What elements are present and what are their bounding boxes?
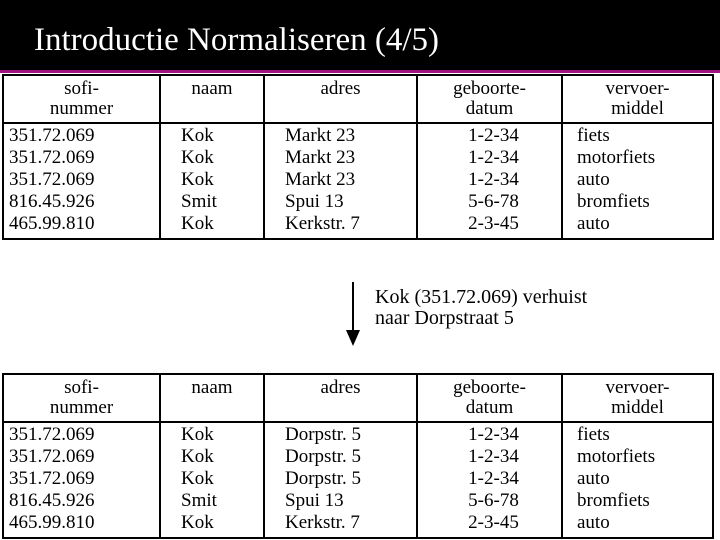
cell-adres: Kerkstr. 7 bbox=[285, 512, 360, 533]
cell-naam: Kok bbox=[181, 169, 214, 190]
cell-naam: Smit bbox=[181, 490, 217, 511]
cell-geboortedatum: 5-6-78 bbox=[468, 490, 519, 511]
header-geboortedatum: geboorte- datum bbox=[417, 75, 562, 123]
cell-vervoermiddel: motorfiets bbox=[577, 446, 656, 467]
cell-geboortedatum: 2-3-45 bbox=[468, 512, 519, 533]
cell-adres: Spui 13 bbox=[285, 490, 344, 511]
cell-sofinummer: 351.72.069 bbox=[9, 468, 95, 489]
header-sofinummer: sofi- nummer bbox=[3, 75, 160, 123]
move-note bbox=[375, 287, 587, 329]
header-sofinummer: sofi- nummer bbox=[3, 374, 160, 422]
table-body-row bbox=[3, 422, 713, 538]
table-header-row bbox=[3, 75, 713, 123]
cell-adres: Dorpstr. 5 bbox=[285, 424, 361, 445]
cell-naam: Kok bbox=[181, 446, 214, 467]
cell-vervoermiddel: auto bbox=[577, 169, 610, 190]
cell-vervoermiddel: bromfiets bbox=[577, 490, 650, 511]
cell-sofinummer: 351.72.069 bbox=[9, 169, 95, 190]
cell-naam: Smit bbox=[181, 191, 217, 212]
table-header-row bbox=[3, 374, 713, 422]
cell-geboortedatum: 1-2-34 bbox=[468, 446, 519, 467]
header-geboortedatum: geboorte- datum bbox=[417, 374, 562, 422]
header-naam: naam bbox=[160, 75, 264, 123]
cell-sofinummer: 351.72.069 bbox=[9, 147, 95, 168]
move-note-line2: naar Dorpstraat 5 bbox=[375, 307, 514, 329]
column-adres bbox=[264, 123, 417, 239]
cell-naam: Kok bbox=[181, 512, 214, 533]
cell-geboortedatum: 2-3-45 bbox=[468, 213, 519, 234]
cell-adres: Markt 23 bbox=[285, 125, 356, 146]
column-vervoermiddel bbox=[562, 422, 713, 538]
header-vervoermiddel: vervoer- middel bbox=[562, 374, 713, 422]
column-vervoermiddel bbox=[562, 123, 713, 239]
title-bar bbox=[0, 0, 720, 70]
cell-adres: Markt 23 bbox=[285, 147, 356, 168]
cell-naam: Kok bbox=[181, 213, 214, 234]
down-arrow-icon bbox=[341, 280, 365, 348]
cell-geboortedatum: 1-2-34 bbox=[468, 424, 519, 445]
table-after-move bbox=[2, 373, 714, 539]
cell-vervoermiddel: auto bbox=[577, 512, 610, 533]
header-adres: adres bbox=[264, 374, 417, 422]
table-body-row bbox=[3, 123, 713, 239]
cell-adres: Kerkstr. 7 bbox=[285, 213, 360, 234]
cell-sofinummer: 351.72.069 bbox=[9, 424, 95, 445]
cell-vervoermiddel: bromfiets bbox=[577, 191, 650, 212]
cell-naam: Kok bbox=[181, 424, 214, 445]
column-sofinummer bbox=[3, 123, 160, 239]
cell-vervoermiddel: fiets bbox=[577, 125, 610, 146]
column-geboortedatum bbox=[417, 422, 562, 538]
column-adres bbox=[264, 422, 417, 538]
table-before-move bbox=[2, 74, 714, 240]
cell-sofinummer: 816.45.926 bbox=[9, 191, 95, 212]
cell-geboortedatum: 1-2-34 bbox=[468, 147, 519, 168]
column-sofinummer bbox=[3, 422, 160, 538]
column-naam bbox=[160, 123, 264, 239]
cell-geboortedatum: 1-2-34 bbox=[468, 125, 519, 146]
cell-adres: Dorpstr. 5 bbox=[285, 446, 361, 467]
header-vervoermiddel: vervoer- middel bbox=[562, 75, 713, 123]
column-geboortedatum bbox=[417, 123, 562, 239]
header-naam: naam bbox=[160, 374, 264, 422]
title-divider bbox=[0, 70, 720, 73]
column-naam bbox=[160, 422, 264, 538]
move-note-line1: Kok (351.72.069) verhuist bbox=[375, 286, 588, 308]
cell-vervoermiddel: auto bbox=[577, 213, 610, 234]
cell-geboortedatum: 1-2-34 bbox=[468, 169, 519, 190]
cell-geboortedatum: 1-2-34 bbox=[468, 468, 519, 489]
cell-naam: Kok bbox=[181, 468, 214, 489]
slide-title: Introductie Normaliseren (4/5) bbox=[34, 22, 440, 58]
cell-vervoermiddel: motorfiets bbox=[577, 147, 656, 168]
cell-adres: Spui 13 bbox=[285, 191, 344, 212]
cell-sofinummer: 465.99.810 bbox=[9, 213, 95, 234]
cell-sofinummer: 816.45.926 bbox=[9, 490, 95, 511]
header-adres: adres bbox=[264, 75, 417, 123]
cell-geboortedatum: 5-6-78 bbox=[468, 191, 519, 212]
cell-sofinummer: 465.99.810 bbox=[9, 512, 95, 533]
cell-adres: Markt 23 bbox=[285, 169, 356, 190]
cell-sofinummer: 351.72.069 bbox=[9, 125, 95, 146]
cell-naam: Kok bbox=[181, 125, 214, 146]
cell-sofinummer: 351.72.069 bbox=[9, 446, 95, 467]
cell-adres: Dorpstr. 5 bbox=[285, 468, 361, 489]
cell-naam: Kok bbox=[181, 147, 214, 168]
cell-vervoermiddel: fiets bbox=[577, 424, 610, 445]
cell-vervoermiddel: auto bbox=[577, 468, 610, 489]
